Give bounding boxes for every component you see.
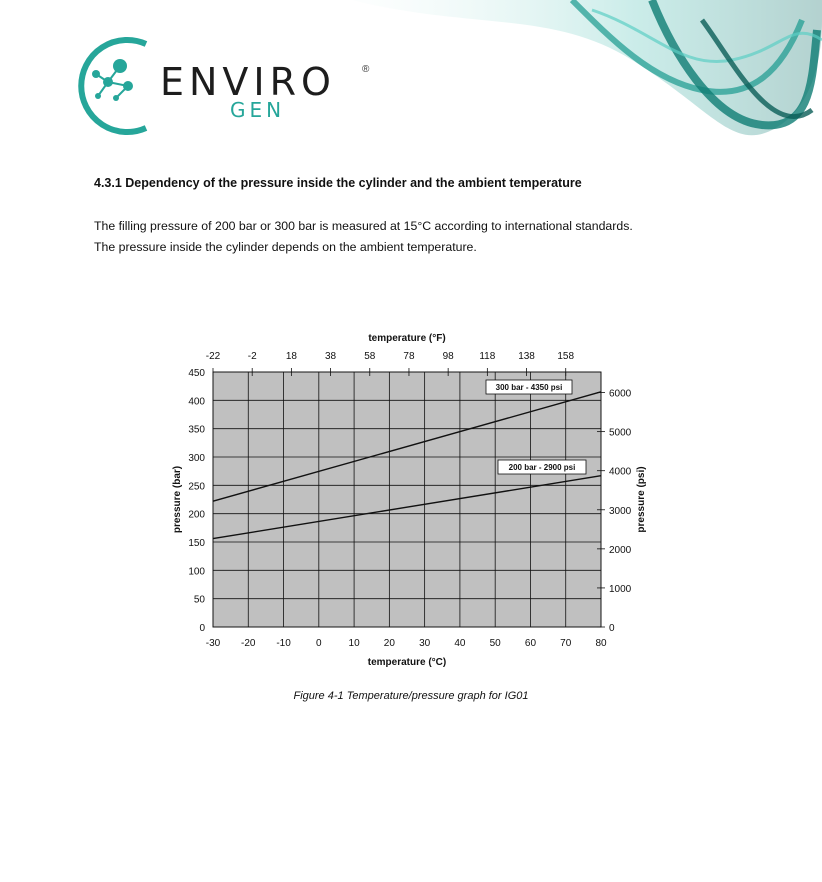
y-tick-label: 300 — [188, 453, 205, 464]
top-tick-label: 118 — [479, 351, 496, 362]
x-tick-label: 70 — [560, 638, 572, 649]
y-tick-label: 200 — [188, 509, 205, 521]
section-title: 4.3.1 Dependency of the pressure inside the cylinder and the ambient temperature — [94, 176, 582, 190]
y-tick-label: 400 — [188, 396, 205, 408]
right-tick-label: 6000 — [609, 388, 632, 400]
top-tick-label: 38 — [325, 351, 337, 362]
figure-caption: Figure 4-1 Temperature/pressure graph for IG01 — [293, 690, 529, 702]
x-tick-label: 20 — [383, 638, 395, 649]
top-tick-label: 158 — [557, 351, 575, 362]
x-axis-title: temperature (°C) — [367, 657, 447, 668]
right-tick-label: 2000 — [609, 544, 632, 556]
temperature-pressure-chart — [160, 325, 650, 675]
y-tick-label: 450 — [188, 368, 205, 379]
top-tick-label: 58 — [364, 351, 376, 362]
series-label: 200 bar - 2900 psi — [508, 463, 576, 472]
brand-name: ENVIRO — [160, 60, 336, 104]
top-tick-label: 98 — [442, 351, 454, 362]
top-tick-label: 18 — [285, 351, 297, 362]
x-tick-label: 10 — [348, 638, 360, 649]
right-tick-label: 3000 — [609, 505, 632, 517]
paragraph-2: The pressure inside the cylinder depends on the ambient temperature. — [94, 240, 477, 254]
y-axis-title-left: pressure (bar) — [172, 465, 183, 534]
top-tick-label: -2 — [247, 351, 257, 362]
x-tick-label: 40 — [454, 638, 466, 649]
paragraph-1: The filling pressure of 200 bar or 300 bar is measured at 15°C according to international standards. — [94, 219, 633, 233]
series-label: 300 bar - 4350 psi — [495, 383, 563, 392]
top-tick-label: 78 — [403, 351, 415, 362]
right-tick-label: 4000 — [609, 466, 632, 478]
x-tick-label: -30 — [205, 638, 221, 649]
y-tick-label: 250 — [188, 481, 205, 493]
brand-sub: GEN — [230, 98, 286, 122]
x-tick-label: 60 — [524, 638, 537, 649]
x-tick-label: -20 — [241, 638, 256, 649]
y-tick-label: 100 — [188, 566, 205, 578]
top-tick-label: -22 — [205, 351, 221, 362]
smoke-decoration — [352, 0, 822, 160]
y-axis-title-right: pressure (psi) — [636, 466, 647, 533]
y-tick-label: 150 — [188, 538, 205, 549]
y-tick-label: 0 — [199, 623, 205, 634]
plot-area — [213, 372, 601, 627]
x-tick-label: -10 — [276, 638, 291, 649]
page-header — [0, 0, 822, 160]
top-axis-title: temperature (°F) — [368, 333, 446, 344]
y-tick-label: 50 — [193, 594, 205, 606]
x-tick-label: 50 — [489, 638, 501, 649]
x-tick-label: 30 — [419, 638, 431, 649]
right-tick-label: 5000 — [609, 427, 632, 439]
x-tick-label: 0 — [316, 638, 322, 649]
right-tick-label: 1000 — [609, 583, 632, 595]
top-tick-label: 138 — [518, 351, 535, 362]
registered-mark: ® — [362, 64, 370, 75]
x-tick-label: 80 — [595, 638, 607, 649]
right-tick-label: 0 — [609, 623, 615, 634]
y-tick-label: 350 — [188, 424, 205, 436]
